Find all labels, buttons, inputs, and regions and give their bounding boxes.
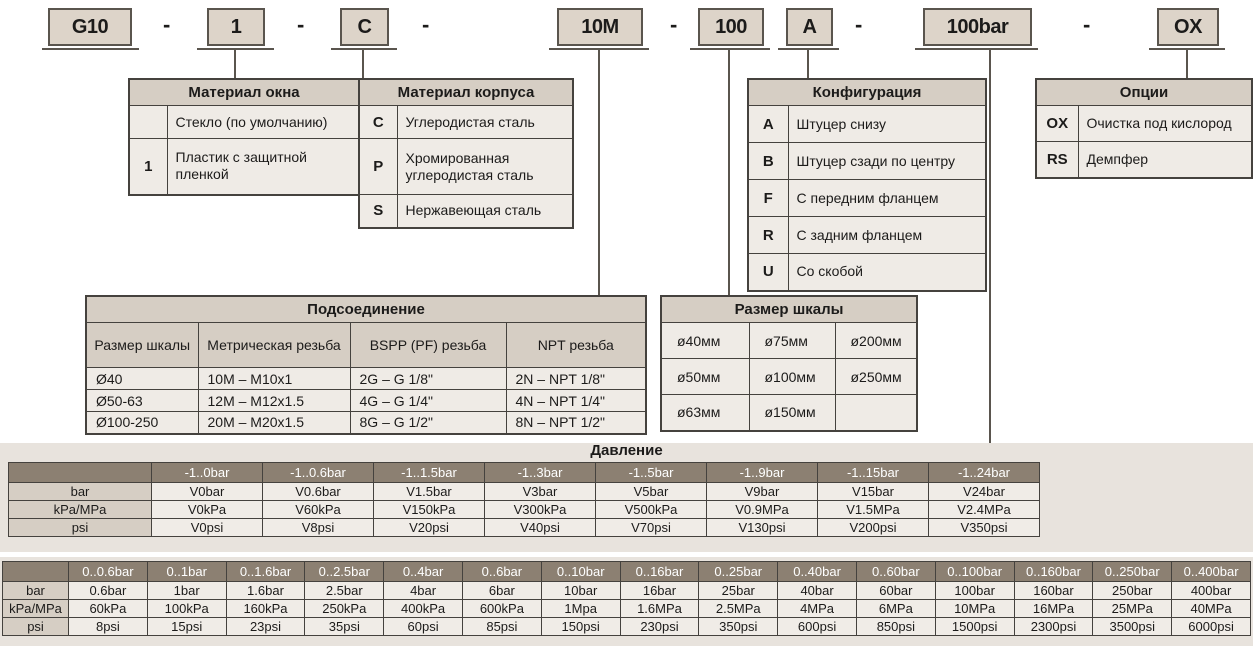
dial-cell: Ø50-63 <box>86 390 198 412</box>
connector-line <box>807 50 809 78</box>
code-cell: RS <box>1036 142 1078 178</box>
pressure-range-header: 0..160bar <box>1014 562 1093 582</box>
pressure-code-cell: 15psi <box>147 618 226 636</box>
desc-cell: Углеродистая сталь <box>397 106 573 139</box>
pressure-code-cell: 2.5bar <box>305 582 384 600</box>
pressure-range-header: -1..0.6bar <box>263 463 374 483</box>
pressure-code-cell: 600psi <box>778 618 857 636</box>
code-cell: F <box>748 180 788 217</box>
pressure-code-cell: V8psi <box>263 519 374 537</box>
pressure-range-header: 0..60bar <box>856 562 935 582</box>
pressure-range-header: 0..1bar <box>147 562 226 582</box>
pressure-code-cell: V0kPa <box>152 501 263 519</box>
code-cell: R <box>748 217 788 254</box>
pressure-range-header: 0..25bar <box>699 562 778 582</box>
code-cell: A <box>748 106 788 143</box>
connector-underline <box>690 48 770 50</box>
connector-line <box>362 50 364 78</box>
pressure-code-cell: V130psi <box>707 519 818 537</box>
pressure-code-cell: V200psi <box>818 519 929 537</box>
code-segment-dial-size: 100 <box>698 8 764 46</box>
pressure-code-cell: V1.5bar <box>374 483 485 501</box>
pressure-ranges-row <box>3 562 1251 582</box>
pressure-code-cell: 400kPa <box>384 600 463 618</box>
pressure-unit-row <box>3 618 1251 636</box>
connection-table <box>85 295 647 435</box>
column-header: NPT резьба <box>506 323 646 368</box>
code-segment-options: OX <box>1157 8 1219 46</box>
bspp-thread-cell: 4G – G 1/4" <box>350 390 506 412</box>
code-segment-series: G10 <box>48 8 132 46</box>
code-cell: P <box>359 139 397 195</box>
connector-underline <box>331 48 397 50</box>
pressure-code-cell: 1500psi <box>935 618 1014 636</box>
code-separator: - <box>422 12 430 37</box>
pressure-unit-label: psi <box>9 519 152 537</box>
pressure-code-cell: 1.6bar <box>226 582 305 600</box>
pressure-unit-label: bar <box>3 582 69 600</box>
code-segment-connection: 10M <box>557 8 643 46</box>
dial-size-cell: ø150мм <box>749 395 835 431</box>
dial-size-table <box>660 295 918 432</box>
desc-cell: Стекло (по умолчанию) <box>167 106 359 139</box>
desc-cell: Демпфер <box>1078 142 1252 178</box>
pressure-code-cell: V3bar <box>485 483 596 501</box>
metric-thread-cell: 20M – M20x1.5 <box>198 412 350 434</box>
pressure-code-cell: 40MPa <box>1172 600 1251 618</box>
code-cell: S <box>359 195 397 228</box>
pressure-code-cell: 16bar <box>620 582 699 600</box>
pressure-code-cell: 230psi <box>620 618 699 636</box>
connector-underline <box>915 48 1038 50</box>
pressure-range-header: -1..15bar <box>818 463 929 483</box>
connector-line <box>1186 50 1188 78</box>
pressure-code-cell: V20psi <box>374 519 485 537</box>
pressure-code-cell: V70psi <box>596 519 707 537</box>
dial-size-cell: ø63мм <box>661 395 749 431</box>
pressure-range-header: 0..0.6bar <box>69 562 148 582</box>
pressure-code-cell: 250bar <box>1093 582 1172 600</box>
connector-underline <box>42 48 139 50</box>
column-header: Метрическая резьба <box>198 323 350 368</box>
pressure-code-cell: 160bar <box>1014 582 1093 600</box>
pressure-code-cell: 6bar <box>462 582 541 600</box>
code-separator: - <box>297 12 305 37</box>
pressure-code-cell: 25MPa <box>1093 600 1172 618</box>
dial-size-cell <box>835 395 917 431</box>
code-cell: C <box>359 106 397 139</box>
pressure-range-header: 0..400bar <box>1172 562 1251 582</box>
code-segment-window: 1 <box>207 8 265 46</box>
pressure-range-header: -1..1.5bar <box>374 463 485 483</box>
pressure-code-cell: V0psi <box>152 519 263 537</box>
pressure-code-cell: V40psi <box>485 519 596 537</box>
pressure-code-cell: 250kPa <box>305 600 384 618</box>
table-title: Конфигурация <box>748 79 986 106</box>
pressure-code-cell: 350psi <box>699 618 778 636</box>
pressure-range-header: 0..16bar <box>620 562 699 582</box>
code-cell: B <box>748 143 788 180</box>
desc-cell: С передним фланцем <box>788 180 986 217</box>
pressure-range-header: 0..40bar <box>778 562 857 582</box>
pressure-code-cell: 6000psi <box>1172 618 1251 636</box>
pressure-code-cell: 100bar <box>935 582 1014 600</box>
pressure-corner-cell <box>9 463 152 483</box>
connector-line <box>234 50 236 78</box>
pressure-code-cell: 85psi <box>462 618 541 636</box>
pressure-range-header: 0..6bar <box>462 562 541 582</box>
column-header: Размер шкалы <box>86 323 198 368</box>
desc-cell: Штуцер сзади по центру <box>788 143 986 180</box>
npt-thread-cell: 4N – NPT 1/4" <box>506 390 646 412</box>
dial-size-cell: ø50мм <box>661 359 749 395</box>
code-cell: U <box>748 254 788 291</box>
pressure-code-cell: 2300psi <box>1014 618 1093 636</box>
pressure-unit-label: kPa/MPa <box>3 600 69 618</box>
pressure-code-cell: 2.5MPa <box>699 600 778 618</box>
dial-size-cell: ø250мм <box>835 359 917 395</box>
pressure-range-header: -1..0bar <box>152 463 263 483</box>
pressure-code-cell: 160kPa <box>226 600 305 618</box>
pressure-code-cell: 35psi <box>305 618 384 636</box>
case-material-table <box>358 78 574 229</box>
table-title: Подсоединение <box>86 296 646 323</box>
pressure-code-cell: V0bar <box>152 483 263 501</box>
configuration-table <box>747 78 987 292</box>
desc-cell: Штуцер снизу <box>788 106 986 143</box>
code-segment-range: 100bar <box>923 8 1032 46</box>
code-segment-case: C <box>340 8 389 46</box>
pressure-code-cell: 8psi <box>69 618 148 636</box>
desc-cell: Пластик с защитной пленкой <box>167 139 359 195</box>
pressure-code-cell: 4MPa <box>778 600 857 618</box>
pressure-range-header: -1..5bar <box>596 463 707 483</box>
pressure-unit-row <box>3 600 1251 618</box>
pressure-range-header: -1..24bar <box>929 463 1040 483</box>
pressure-code-cell: 60bar <box>856 582 935 600</box>
vacuum-pressure-table <box>8 462 1040 537</box>
options-table <box>1035 78 1253 179</box>
code-separator: - <box>670 12 678 37</box>
pressure-code-cell: V350psi <box>929 519 1040 537</box>
pressure-code-cell: V1.5MPa <box>818 501 929 519</box>
pressure-range-header: 0..2.5bar <box>305 562 384 582</box>
pressure-code-cell: 25bar <box>699 582 778 600</box>
pressure-code-cell: 1bar <box>147 582 226 600</box>
table-title: Материал корпуса <box>359 79 573 106</box>
pressure-code-cell: 23psi <box>226 618 305 636</box>
dial-size-cell: ø200мм <box>835 323 917 359</box>
code-segment-configuration: A <box>786 8 833 46</box>
desc-cell: Очистка под кислород <box>1078 106 1252 142</box>
pressure-unit-row <box>9 501 1040 519</box>
code-cell: 1 <box>129 139 167 195</box>
positive-pressure-table <box>2 561 1251 636</box>
pressure-range-header: 0..250bar <box>1093 562 1172 582</box>
pressure-code-cell: 400bar <box>1172 582 1251 600</box>
code-cell: OX <box>1036 106 1078 142</box>
pressure-code-cell: 60kPa <box>69 600 148 618</box>
desc-cell: Со скобой <box>788 254 986 291</box>
metric-thread-cell: 10M – M10x1 <box>198 368 350 390</box>
pressure-unit-row <box>9 519 1040 537</box>
pressure-code-cell: 10MPa <box>935 600 1014 618</box>
pressure-unit-row <box>3 582 1251 600</box>
npt-thread-cell: 2N – NPT 1/8" <box>506 368 646 390</box>
desc-cell: Хромированная углеродистая сталь <box>397 139 573 195</box>
pressure-range-header: 0..1.6bar <box>226 562 305 582</box>
pressure-code-cell: 100kPa <box>147 600 226 618</box>
pressure-code-cell: 10bar <box>541 582 620 600</box>
dial-cell: Ø100-250 <box>86 412 198 434</box>
table-title: Материал окна <box>129 79 359 106</box>
pressure-code-cell: 60psi <box>384 618 463 636</box>
bspp-thread-cell: 8G – G 1/2" <box>350 412 506 434</box>
pressure-range-header: 0..100bar <box>935 562 1014 582</box>
pressure-code-cell: V0.6bar <box>263 483 374 501</box>
pressure-range-header: -1..9bar <box>707 463 818 483</box>
dial-cell: Ø40 <box>86 368 198 390</box>
pressure-range-header: 0..10bar <box>541 562 620 582</box>
pressure-unit-row <box>9 483 1040 501</box>
column-header: BSPP (PF) резьба <box>350 323 506 368</box>
pressure-code-cell: V300kPa <box>485 501 596 519</box>
pressure-code-cell: 40bar <box>778 582 857 600</box>
pressure-ranges-row <box>9 463 1040 483</box>
pressure-code-cell: V0.9MPa <box>707 501 818 519</box>
pressure-code-cell: V9bar <box>707 483 818 501</box>
pressure-code-cell: 600kPa <box>462 600 541 618</box>
code-cell <box>129 106 167 139</box>
code-separator: - <box>163 12 171 37</box>
dial-size-cell: ø75мм <box>749 323 835 359</box>
pressure-unit-label: psi <box>3 618 69 636</box>
pressure-code-cell: V15bar <box>818 483 929 501</box>
pressure-code-cell: V5bar <box>596 483 707 501</box>
pressure-code-cell: 1Mpa <box>541 600 620 618</box>
pressure-code-cell: V24bar <box>929 483 1040 501</box>
pressure-code-cell: V2.4MPa <box>929 501 1040 519</box>
pressure-range-header: 0..4bar <box>384 562 463 582</box>
pressure-code-cell: 3500psi <box>1093 618 1172 636</box>
pressure-code-cell: V500kPa <box>596 501 707 519</box>
code-separator: - <box>855 12 863 37</box>
pressure-code-cell: 150psi <box>541 618 620 636</box>
pressure-code-cell: 6MPa <box>856 600 935 618</box>
pressure-code-cell: 16MPa <box>1014 600 1093 618</box>
pressure-unit-label: kPa/MPa <box>9 501 152 519</box>
desc-cell: Нержавеющая сталь <box>397 195 573 228</box>
pressure-code-cell: 4bar <box>384 582 463 600</box>
pressure-code-cell: V150kPa <box>374 501 485 519</box>
pressure-code-cell: 850psi <box>856 618 935 636</box>
npt-thread-cell: 8N – NPT 1/2" <box>506 412 646 434</box>
pressure-code-cell: V60kPa <box>263 501 374 519</box>
bspp-thread-cell: 2G – G 1/8" <box>350 368 506 390</box>
connector-line <box>728 50 730 295</box>
dial-size-cell: ø100мм <box>749 359 835 395</box>
table-title: Размер шкалы <box>661 296 917 323</box>
connector-line <box>989 50 991 462</box>
table-title: Опции <box>1036 79 1252 106</box>
desc-cell: С задним фланцем <box>788 217 986 254</box>
pressure-unit-label: bar <box>9 483 152 501</box>
pressure-range-header: -1..3bar <box>485 463 596 483</box>
pressure-section-title: Давление <box>590 442 663 459</box>
metric-thread-cell: 12M – M12x1.5 <box>198 390 350 412</box>
window-material-table <box>128 78 360 196</box>
pressure-corner-cell <box>3 562 69 582</box>
pressure-code-cell: 0.6bar <box>69 582 148 600</box>
pressure-code-cell: 1.6MPa <box>620 600 699 618</box>
dial-size-cell: ø40мм <box>661 323 749 359</box>
connector-line <box>598 50 600 295</box>
code-separator: - <box>1083 12 1091 37</box>
